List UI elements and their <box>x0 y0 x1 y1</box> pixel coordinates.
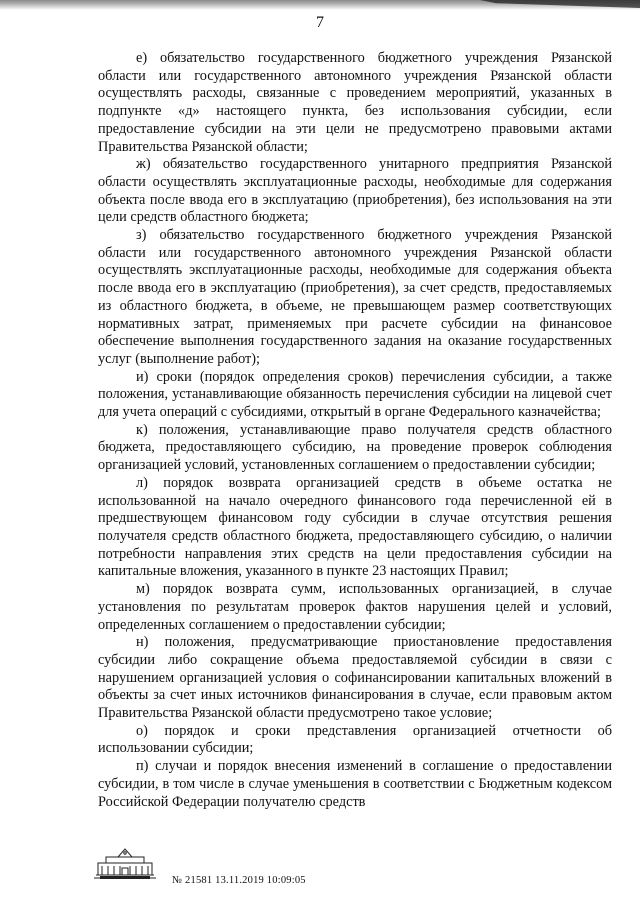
paragraph-z: з) обязательство государственного бюджетного учреждения Рязанской области или государственного автономного учреждения Рязанской области осуществлять эксплуатационные расходы, необходимые для содержания объекта после ввода его в эксплуатацию (приобретения), за счет средств, предоставляемых из областного бюджета, в объеме, не превышающем размер соответствующих нормативных затрат, применяемых при расчете субсидии на финансовое обеспечение выполнения государственного задания на оказание государственных услуг (выполнение работ); <box>98 227 612 367</box>
paragraph-i: и) сроки (порядок определения сроков) перечисления субсидии, а также положения, устанавливающие обязанность перечисления субсидии на лицевой счет для учета операций с субсидиями, открытый в органе Федерального казначейства; <box>98 368 612 421</box>
paragraph-k: к) положения, устанавливающие право получателя средств областного бюджета, предоставляющего субсидию, на проведение проверок соблюдения организацией условий, установленных соглашением о предоставлении субсидии; <box>98 421 612 474</box>
registration-stamp: № 21581 13.11.2019 10:09:05 <box>172 875 306 886</box>
paragraph-p: п) случаи и порядок внесения изменений в соглашение о предоставлении субсидии, в том числе в случае уменьшения в соответствии с Бюджетным кодексом Российской Федерации получателю средств <box>98 758 612 810</box>
paragraph-l: л) порядок возврата организацией средств в объеме остатка не использованной на начало очередного финансового года перечисленной ей в предшествующем финансовом году субсидии в случае отсутствия решения получателя средств областного бюджета, предоставляющего субсидию, о наличии потребности направления этих средств на цели предоставления субсидии на капитальные вложения, указанного в пункте 23 настоящих Правил; <box>98 474 612 580</box>
paragraph-n: н) положения, предусматривающие приостановление предоставления субсидии либо сокращение объема предоставляемой субсидии в связи с нарушением организацией условия о софинансировании капитальных вложений в объекты за счет иных источников финансирования в случае, если правовым актом Правительства Рязанской области предусмотрено такое условие; <box>98 634 612 722</box>
document-body <box>98 50 612 811</box>
paragraph-o: о) порядок и сроки представления организацией отчетности об использовании субсидии; <box>98 722 612 757</box>
paragraph-zh: ж) обязательство государственного унитарного предприятия Рязанской области осуществлять эксплуатационные расходы, необходимые для содержания объекта после ввода его в эксплуатацию (приобретения), без использования на эти цели средств областного бюджета; <box>98 156 612 226</box>
paragraph-m: м) порядок возврата сумм, использованных организацией, в случае установления по результатам проверок фактов нарушения целей и условий, определенных соглашением о предоставлении субсидии; <box>98 581 612 633</box>
government-building-emblem-icon <box>92 868 158 885</box>
page-number: 7 <box>316 14 324 31</box>
paragraph-e: е) обязательство государственного бюджетного учреждения Рязанской области или государственного автономного учреждения Рязанской области осуществлять расходы, связанные с проведением мероприятий, указанных в подпункте «д» настоящего пункта, без использования субсидии, если предоставление субсидии на эти цели не предусмотрено правовыми актами Правительства Рязанской области; <box>98 50 612 155</box>
